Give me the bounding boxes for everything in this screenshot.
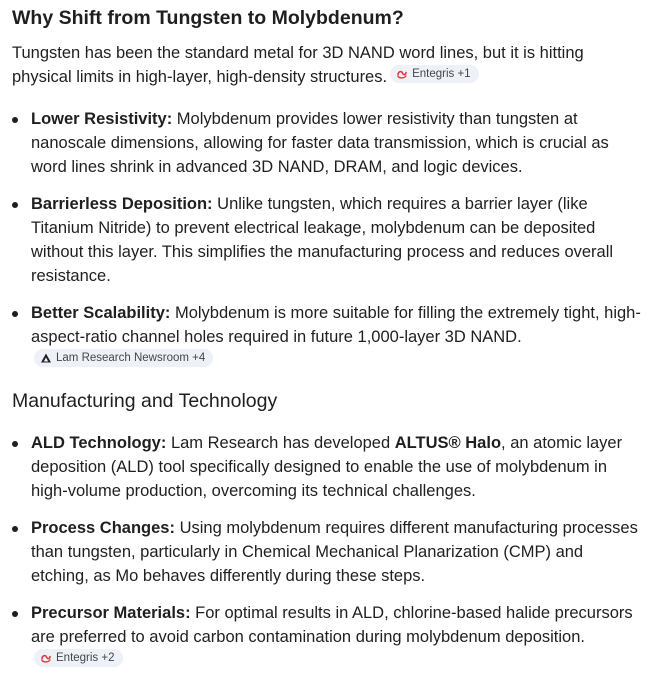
bullet-icon [12,202,18,208]
intro-paragraph [12,41,643,89]
item-text: For optimal results in ALD, chlorine-based halide precursors are preferred to avoid carbon contamination during molybdenum deposition. [31,604,633,646]
list-item [12,107,643,179]
item-text: Unlike tungsten, which requires a barrier layer (like Titanium Nitride) to prevent electrical leakage, molybdenum can be deposited without this layer. This simplifies the manufacturing process and reduces overall resistance. [31,195,614,285]
list-item [12,601,643,673]
item-title: Better Scalability: [31,304,171,322]
source-chip-label: Entegris +1 [412,68,471,80]
section-heading-why-shift: Why Shift from Tungsten to Molybdenum? [12,7,404,29]
list-item [12,516,643,588]
source-chip-label: Lam Research Newsroom +4 [56,352,206,364]
item-title: Precursor Materials: [31,604,191,622]
item-text: Lam Research has developed [166,434,395,452]
bullet-icon [12,311,18,317]
source-chip-label: Entegris +2 [56,652,115,664]
item-text: Molybdenum is more suitable for filling the extremely tight, high-aspect-ratio channel holes required in future 1,000-layer 3D NAND. [31,304,641,346]
manufacturing-list [12,431,643,673]
source-chip-entegris[interactable] [390,65,479,83]
item-title: ALD Technology: [31,434,167,452]
benefits-list [12,107,643,373]
entegris-logo-icon [40,652,52,664]
list-item [12,192,643,288]
section-heading-manufacturing: Manufacturing and Technology [12,390,278,412]
bullet-icon [12,526,18,532]
bullet-icon [12,441,18,447]
source-chip-entegris[interactable] [34,649,123,667]
list-item [12,431,643,503]
item-title: Process Changes: [31,519,175,537]
source-chip-lam-research[interactable] [34,349,213,367]
bullet-icon [12,117,18,123]
product-name: ALTUS® Halo [394,434,502,452]
item-title: Lower Resistivity: [31,110,173,128]
item-text: Using molybdenum requires different manufacturing processes than tungsten, particularly in Chemical Mechanical Planarization (CMP) and etching, as Mo behaves differently during these steps. [31,519,638,585]
list-item [12,301,643,373]
bullet-icon [12,611,18,617]
entegris-logo-icon [396,68,408,80]
intro-text: Tungsten has been the standard metal for 3D NAND word lines, but it is hitting physical limits in high-layer, high-density structures. [12,44,584,86]
item-text: Molybdenum provides lower resistivity than tungsten at nanoscale dimensions, allowing for faster data transmission, which is crucial as word lines shrink in advanced 3D NAND, DRAM, and logic devices. [31,110,609,176]
lam-research-logo-icon [40,352,52,364]
item-title: Barrierless Deposition: [31,195,213,213]
item-text: , an atomic layer deposition (ALD) tool specifically designed to enable the use of molybdenum in high-volume production, overcoming its technical challenges. [31,434,623,500]
